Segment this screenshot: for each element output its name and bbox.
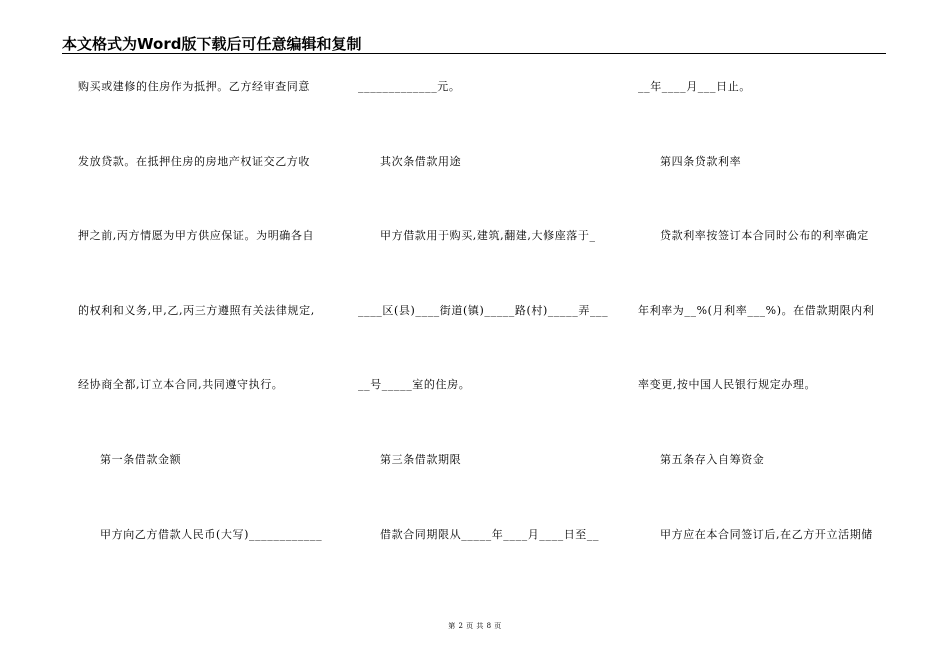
text-line: 贷款利率按签订本合同时公布的利率确定	[660, 229, 869, 242]
text-line: __年____月___日止。	[638, 80, 751, 93]
text-line: _____________元。	[358, 80, 461, 93]
text-line: 购买或建修的住房作为抵押。乙方经审查同意	[78, 80, 310, 93]
text-line: 甲方借款用于购买,建筑,翻建,大修座落于_	[380, 229, 596, 242]
text-line: 的权利和义务,甲,乙,丙三方遵照有关法律规定,	[78, 304, 315, 317]
header-divider	[62, 53, 886, 54]
section-heading: 第四条贷款利率	[660, 155, 742, 168]
text-line: 押之前,丙方情愿为甲方供应保证。为明确各自	[78, 229, 315, 242]
text-line: 经协商全都,订立本合同,共同遵守执行。	[78, 378, 284, 391]
section-heading: 第一条借款金额	[100, 453, 182, 466]
text-line: 甲方应在本合同签订后,在乙方开立活期储	[660, 528, 873, 541]
section-heading: 第五条存入自筹资金	[660, 453, 765, 466]
text-line: ____区(县)____街道(镇)_____路(村)_____弄___	[358, 304, 609, 317]
text-line: 年利率为__%(月利率___%)。在借款期限内利	[638, 304, 875, 317]
text-line: 甲方向乙方借款人民币(大写)____________	[100, 528, 323, 541]
section-heading: 其次条借款用途	[380, 155, 462, 168]
text-line: 率变更,按中国人民银行规定办理。	[638, 378, 817, 391]
text-line: 发放贷款。在抵押住房的房地产权证交乙方收	[78, 155, 310, 168]
page-indicator: 第 2 页 共 8 页	[448, 622, 502, 630]
section-heading: 第三条借款期限	[380, 453, 462, 466]
text-line: __号_____室的住房。	[358, 378, 471, 391]
text-line: 借款合同期限从_____年____月____日至__	[380, 528, 600, 541]
document-header-title: 本文格式为Word版下载后可任意编辑和复制	[62, 35, 362, 53]
